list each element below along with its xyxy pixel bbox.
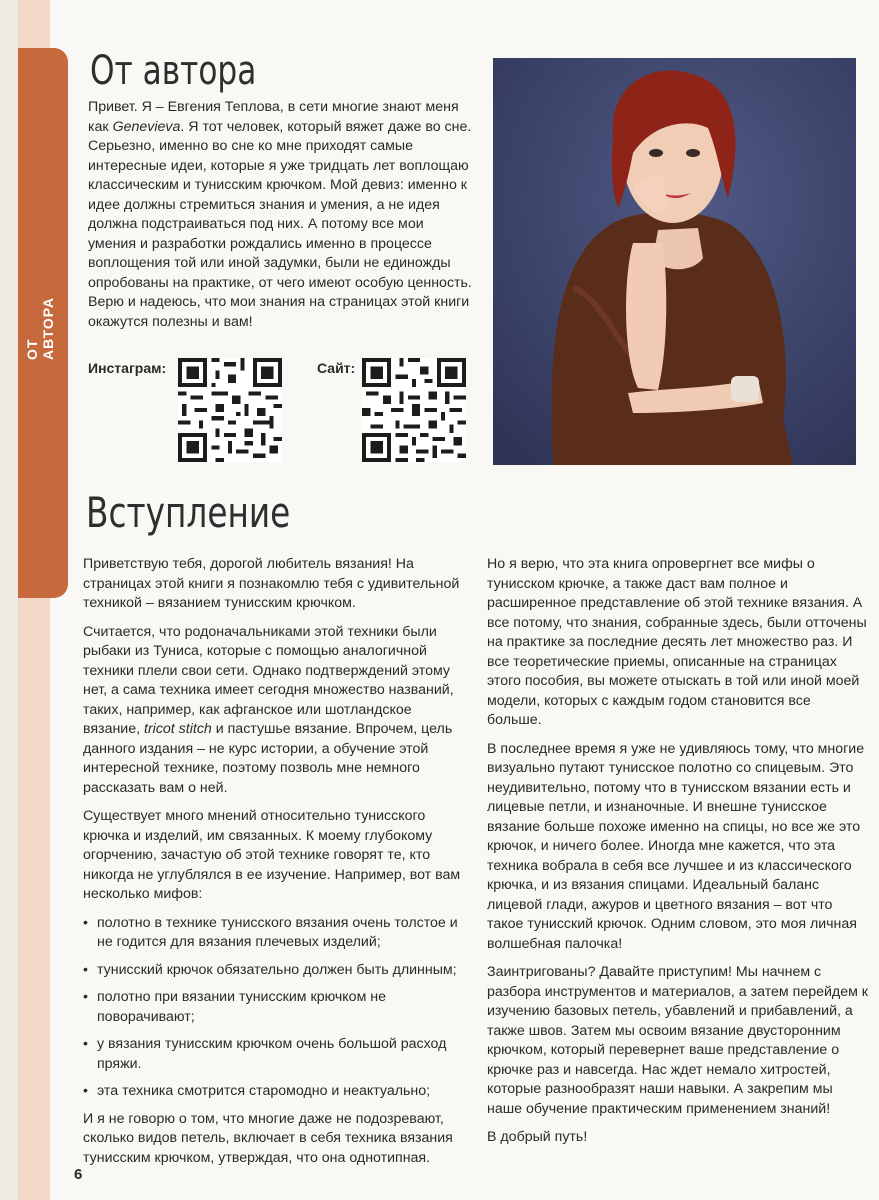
intro-paragraph: В добрый путь! [487,1129,588,1145]
author-nickname: Genevieva [112,118,181,135]
intro-paragraph: И я не говорю о том, что многие даже не подозревают, сколько видов петель, включает в себя техника вязания тунисским крючком, утверждая, что она однотипная. [83,1110,453,1166]
myth-item: • полотно в технике тунисского вязания очень толстое и не годится для вязания плечевых изделий; [83,914,463,953]
intro-term: tricot stitch [144,721,212,737]
author-photo [493,58,856,465]
site-qr-code[interactable] [362,358,466,462]
myth-item: • тунисский крючок обязательно должен быть длинным; [83,961,463,981]
myth-item: • у вязания тунисским крючком очень большой расход пряжи. [83,1035,463,1074]
intro-paragraph: Заинтригованы? Давайте приступим! Мы начнем с разбора инструментов и материалов, а затем перейдем к изучению базовых петель, убавлений и прибавлений, а также швов. Затем мы освоим вязание двусторонним крючком, который перевернет ваше представление о крючке раз и навсегда. Нас ждет немало хитростей, которые разнообразят наши навыки. А закрепим мы наше обучение практическим применением знаний! [487,964,868,1117]
page-edge [0,0,18,1200]
intro-right-column [487,555,869,1157]
author-heading: От автора [90,48,257,94]
site-label: Сайт: [317,360,356,376]
intro-paragraph: В последнее время я уже не удивляюсь тому, что многие визуально путают тунисское полотно со спицевым. Это неудивительно, потому что в тунисском вязании есть и лицевые петли, и изнаночные. И внешне тунисское вязание больше похоже именно на спицы, но все же это крючок, и ничего более. Иногда мне кажется, что эта техника вобрала в себя все лучшее и из классического крючка, и из вязания спицами. Идеальный баланс лицевой глади, ажуров и цветного вязания – вот что такое тунисский крючок. Одним словом, это моя личная волшебная палочка! [487,740,865,952]
intro-paragraph: Существует много мнений относительно тунисского крючка и изделий, им связанных. К моему глубокому огорчению, зачастую об этой технике говорят те, кто никогда не углублялся в ее изучение. Например, вот вам несколько мифов: [83,808,461,902]
intro-paragraph: Но я верю, что эта книга опровергнет все мифы о тунисском крючке, а также даст вам полное и расширенное представление об этой технике вязания. А все потому, что знания, собранные здесь, были отточены на практике за последние десять лет множество раз. И все теоретические приемы, описанные на страницах этого пособия, вы можете отыскать в той или иной моей модели, которых с каждым годом становится все больше. [487,556,867,728]
intro-heading: Вступление [86,488,291,537]
instagram-qr-code[interactable] [178,358,282,462]
intro-paragraph: Считается, что родоначальниками этой техники были рыбаки из Туниса, которые с помощью аналогичной техники плели свои сети. Однако подтверждений этому нет, а сама техника имеет сегодня множество названий, таких, например, как афганское или шотландское вязание, tricot stitch и пастушье вязание. Впрочем, цель данного издания – не курс истории, а обучение этой интересной технике, поэтому позволь мне немного рассказать вам о ней. [83,623,454,796]
instagram-label: Инстаграм: [88,360,167,376]
author-paragraph: Привет. Я – Евгения Теплова, в сети многие знают меня как Genevieva. Я тот человек, который вяжет даже во сне. Серьезно, именно во сне ко мне приходят самые интересные идеи, которые я уже тридцать лет воплощаю классическим и тунисским крючком. Мой девиз: именно к идее должны стремиться знания и умения, а не идея должна подстраиваться под них. А потому все мои умения и разработки рождались именно в процессе воплощения той или иной задумки, были не единожды опробованы на практике, от чего имеют особую ценность. Верю и надеюсь, что мои знания на страницах этой книги окажутся полезны и вам! [88,99,472,330]
page-number: 6 [74,1166,83,1183]
myths-list [83,914,463,1102]
section-tab-label: ОТ АВТОРА [24,297,56,360]
myth-item: • полотно при вязании тунисским крючком не поворачивают; [83,988,463,1027]
intro-left-column [83,555,463,1177]
intro-paragraph: Приветствую тебя, дорогой любитель вязания! На страницах этой книги я познакомлю тебя с удивительной техникой – вязанием тунисским крючком. [83,556,460,611]
myth-item: • эта техника смотрится старомодно и неактуально; [83,1082,463,1102]
